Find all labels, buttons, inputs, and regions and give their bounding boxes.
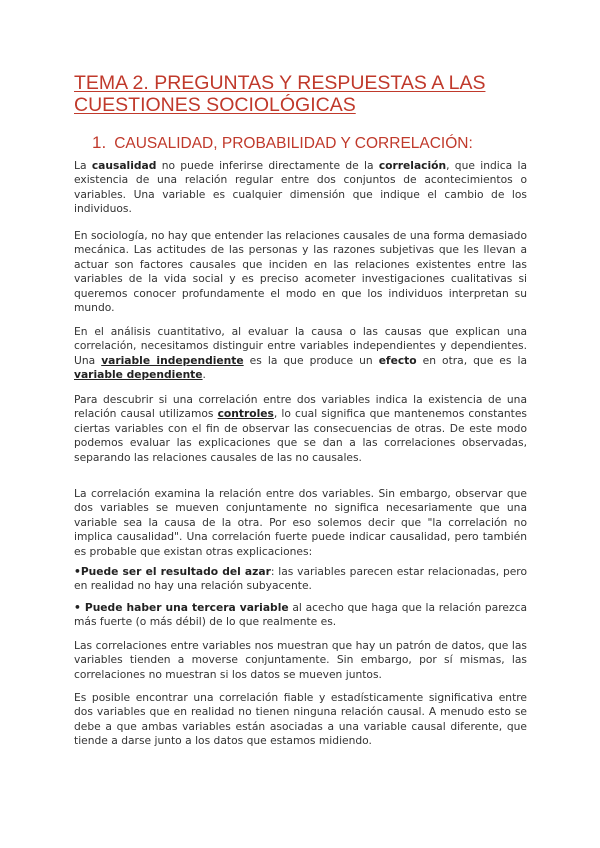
section-heading-text: CAUSALIDAD, PROBABILIDAD Y CORRELACIÓN: [114,135,473,152]
text-run: . [202,368,206,382]
underlined-term-controles: controles [217,407,274,421]
text-run: no puede inferirse directamente de la [156,159,379,172]
bold-term-correlacion: correlación [378,159,447,172]
page-title [74,72,544,116]
section-number: 1. [92,133,107,152]
text-run: La [74,159,92,172]
title-line-1: TEMA 2. PREGUNTAS Y RESPUESTAS A LAS [74,72,486,94]
text-run: En el análisis cuantitativo, al evaluar la causa o las causas que explican una correlación, necesitamos distinguir entre variables independientes y dependientes. Una [74,325,527,367]
paragraph-sociologia: En sociología, no hay que entender las relaciones causales de una forma demasiado mecánica. Las actitudes de las personas y las razones subjetivas que les llevan a actuar son factores causales que inciden en las relaciones existentes entre las variables de la vida social y es preciso acometer investigaciones cualitativas si queremos conocer profundamente el modo en que los individuos interpretan su mundo. [74,229,527,315]
text-run: en otra, que es la [416,353,528,367]
bullet-tercera-variable [74,601,527,630]
text-run: , lo cual significa que mantenemos constantes ciertas variables con el fin de observar las consecuencias de otras. De este modo podemos evaluar las explicaciones que se dan a las correlaciones observadas, separando las relaciones causales de las no causales. [74,407,527,464]
paragraph-causalidad [74,159,527,217]
text-run: al acecho que haga que la relación parezca más fuerte (o más débil) de lo que realmente es. [74,601,528,629]
paragraph-analisis-cuantitativo [74,325,527,383]
paragraph-correlacion: La correlación examina la relación entre dos variables. Sin embargo, observar que dos variables se mueven conjuntamente no significa necesariamente que una variable sea la causa de la otra. Por eso solemos decir que "la correlación no implica causalidad". Una correlación fuerte puede indicar causalidad, pero también es probable que existan otras explicaciones: [74,487,527,558]
bold-term-causalidad: causalidad [91,159,157,172]
underlined-term-variable-independiente: variable independiente [101,353,244,367]
text-run: Para descubrir si una correlación entre dos variables indica la existencia de una relación causal utilizamos [74,393,527,421]
text-run: es la que produce un [243,353,379,367]
section-heading [92,134,532,153]
bullet-azar [74,565,527,594]
bullet-term-tercera-variable: • Puede haber una tercera variable [74,601,289,614]
bold-term-efecto: efecto [378,353,417,367]
paragraph-controles [74,393,527,465]
title-line-2: CUESTIONES SOCIOLÓGICAS [74,94,356,116]
bullet-term-azar: •Puede ser el resultado del azar [74,565,271,578]
text-run: , que indica la existencia de una relación regular entre dos conjuntos de acontecimientos o variables. Una variable es cualquier dimensión que indique el cambio de los individuos. [74,159,527,216]
paragraph-patron-datos: Las correlaciones entre variables nos muestran que hay un patrón de datos, que las variables tienden a moverse conjuntamente. Sin embargo, por sí mismas, las correlaciones no muestran si los datos se mueven juntos. [74,639,527,681]
text-run: : las variables parecen estar relacionadas, pero en realidad no hay una relación subyacente. [74,565,528,593]
paragraph-correlacion-fiable: Es posible encontrar una correlación fiable y estadísticamente significativa entre dos variables que en realidad no tienen ninguna relación causal. A menudo esto se debe a que ambas variables están asociadas a una variable causal diferente, que tiende a darse junto a los datos que estamos midiendo. [74,691,527,748]
underlined-term-variable-dependiente: variable dependiente [74,368,203,382]
